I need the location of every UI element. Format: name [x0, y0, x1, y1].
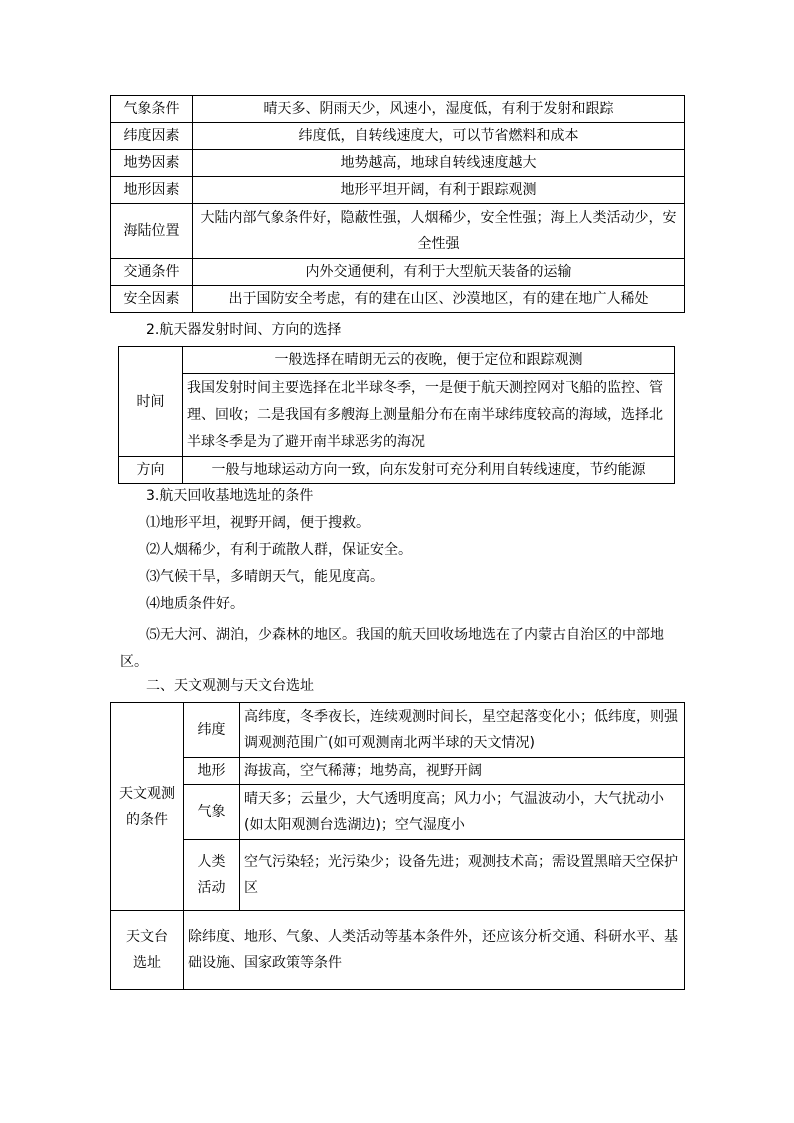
section-heading: 3.航天回收基地选址的条件	[146, 488, 314, 504]
launch-site-factors-table	[110, 95, 685, 313]
row-text: 大陆内部气象条件好，隐蔽性强，人烟稀少，安全性强；海上人类活动少，安全性强	[193, 204, 685, 259]
table-row	[111, 177, 685, 204]
row-label: 人类活动	[184, 840, 240, 911]
astronomy-table	[110, 702, 685, 990]
row-text: 纬度低，自转线速度大，可以节省燃料和成本	[193, 123, 685, 150]
site-text: 除纬度、地形、气象、人类活动等基本条件外，还应该分析交通、科研水平、基础设施、国家政策等条件	[184, 911, 685, 990]
table-row	[111, 286, 685, 313]
table-row	[111, 785, 685, 840]
row-label: 地形	[184, 758, 240, 785]
row-text: 地势越高，地球自转线速度越大	[193, 150, 685, 177]
row-label: 气象	[184, 785, 240, 840]
direction-label: 方向	[119, 457, 183, 484]
row-label: 地形因素	[111, 177, 193, 204]
table-row	[111, 911, 685, 990]
list-item: ⑶气候干旱，多晴朗天气，能见度高。	[146, 569, 384, 585]
list-item: ⑷地质条件好。	[146, 596, 244, 612]
time-text: 一般选择在晴朗无云的夜晚，便于定位和跟踪观测	[183, 347, 675, 374]
row-label: 安全因素	[111, 286, 193, 313]
time-text: 我国发射时间主要选择在北半球冬季，一是便于航天测控网对飞船的监控、管理、回收；二是我国有多艘海上测量船分布在南半球纬度较高的海域，选择北半球冬季是为了避开南半球恶劣的海况	[183, 374, 675, 457]
launch-time-direction-table	[118, 346, 675, 484]
list-item: ⑴地形平坦，视野开阔，便于搜救。	[146, 515, 370, 531]
table-row	[119, 347, 675, 374]
row-text: 晴天多；云量少，大气透明度高；风力小；气温波动小，大气扰动小(如太阳观测台选湖边)；空气湿度小	[240, 785, 685, 840]
table-row	[111, 150, 685, 177]
table-row	[119, 374, 675, 457]
table-row	[111, 96, 685, 123]
table-row	[111, 259, 685, 286]
row-text: 内外交通便利，有利于大型航天装备的运输	[193, 259, 685, 286]
row-text: 晴天多、阴雨天少，风速小，湿度低，有利于发射和跟踪	[193, 96, 685, 123]
list-item: ⑸无大河、湖泊，少森林的地区。我国的航天回收场地选在了内蒙古自治区的中部地区。	[120, 627, 664, 670]
direction-text: 一般与地球运动方向一致，向东发射可充分利用自转线速度，节约能源	[183, 457, 675, 484]
table-row	[111, 703, 685, 758]
row-label: 气象条件	[111, 96, 193, 123]
row-label: 纬度因素	[111, 123, 193, 150]
time-label: 时间	[119, 347, 183, 457]
row-text: 空气污染轻；光污染少；设备先进；观测技术高；需设置黑暗天空保护区	[240, 840, 685, 911]
row-label: 海陆位置	[111, 204, 193, 259]
row-text: 高纬度，冬季夜长，连续观测时间长，星空起落变化小；低纬度，则强调观测范围广(如可观测南北两半球的天文情况)	[240, 703, 685, 758]
table-row	[111, 123, 685, 150]
table-row	[119, 457, 675, 484]
table-row	[111, 204, 685, 259]
row-text: 出于国防安全考虑，有的建在山区、沙漠地区，有的建在地广人稀处	[193, 286, 685, 313]
list-item: ⑵人烟稀少，有利于疏散人群，保证安全。	[146, 542, 412, 558]
row-text: 地形平坦开阔，有利于跟踪观测	[193, 177, 685, 204]
section-heading: 二、天文观测与天文台选址	[146, 678, 314, 694]
row-label: 交通条件	[111, 259, 193, 286]
table-row	[111, 840, 685, 911]
row-label: 纬度	[184, 703, 240, 758]
site-label: 天文台选址	[111, 911, 184, 990]
section-heading: 2.航天器发射时间、方向的选择	[146, 322, 342, 338]
conditions-label: 天文观测的条件	[111, 703, 184, 911]
row-text: 海拔高，空气稀薄；地势高，视野开阔	[240, 758, 685, 785]
table-row	[111, 758, 685, 785]
row-label: 地势因素	[111, 150, 193, 177]
